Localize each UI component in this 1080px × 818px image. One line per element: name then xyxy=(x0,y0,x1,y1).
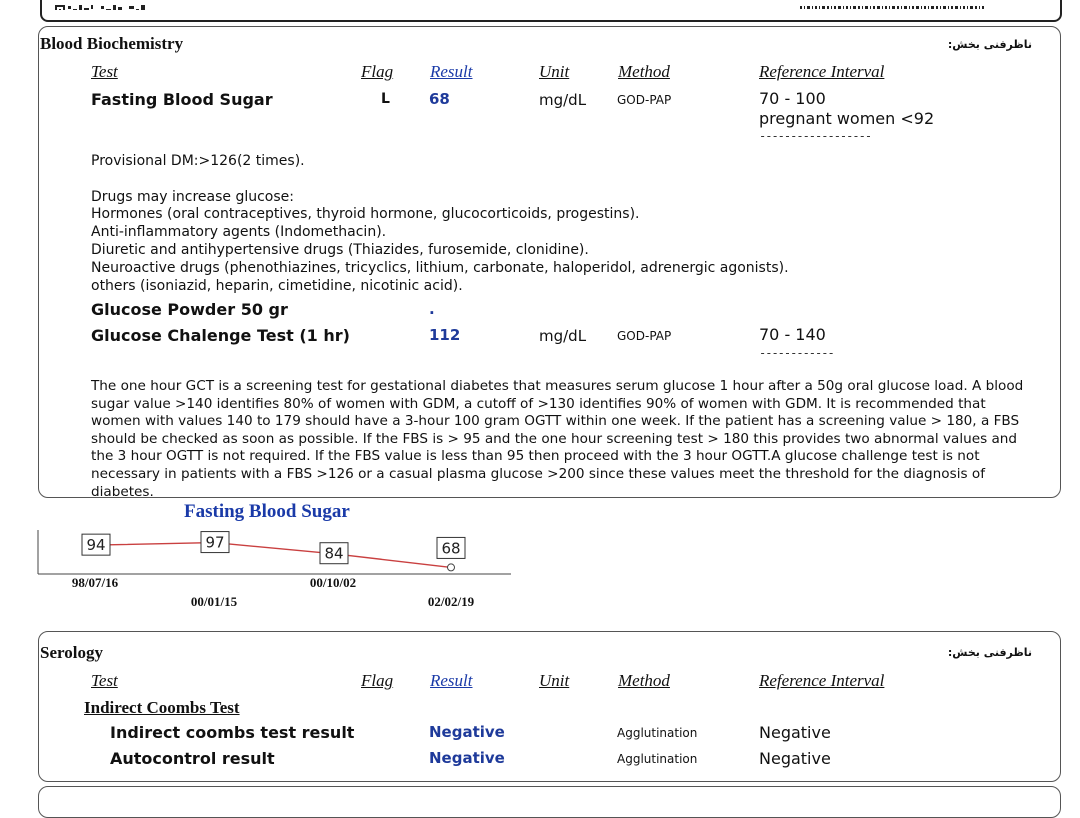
data-label: 94 xyxy=(86,536,106,555)
header-test: Test xyxy=(91,62,118,81)
ward-supervisor-label: ناظرفنی بخش: xyxy=(947,646,1032,659)
x-tick-label: 00/01/15 xyxy=(190,594,238,609)
header-test: Test xyxy=(91,671,118,690)
result-autocontrol: Negative xyxy=(429,749,505,767)
test-group-title: Indirect Coombs Test xyxy=(84,698,240,717)
data-point xyxy=(448,564,455,571)
unit-fbs: mg/dL xyxy=(539,91,587,109)
header-flag: Flag xyxy=(361,62,394,81)
section-title: Serology xyxy=(40,643,103,662)
unit-gct: mg/dL xyxy=(539,327,587,345)
data-label: 84 xyxy=(324,544,344,563)
header-unit: Unit xyxy=(539,62,570,81)
header-unit: Unit xyxy=(539,671,570,690)
test-name-glucose-powder: Glucose Powder 50 gr xyxy=(91,300,288,319)
result-indirect-coombs: Negative xyxy=(429,723,505,741)
gct-interpretation-paragraph: The one hour GCT is a screening test for gestational diabetes that measures serum glucose 1 hour after a 50g oral glucose load. A blood sugar value >140 identifies 80% of women with GDM, a cutoff of >130 identifies 90% of women with GDM. It is recommended that women with values 140 to 179 should have a 3-hour 100 gram OGTT within one week. If the patient has a screening value > 180, a FBS should be checked as soon as possible. If the FBS is > 95 and the one hour screening test > 180 this provides two abnormal values and the 3 hour OGTT is not required. If the FBS value is less than 95 then proceed with the 3 hour OGTT.A glucose challenge test is not necessary in patients with a FBS >126 or a casual plasma glucose >200 since these values meet the threshold for the diagnosis of diabetes. xyxy=(91,378,1024,500)
x-tick-label: 98/07/16 xyxy=(71,575,119,590)
result-glucose-powder: . xyxy=(429,300,435,318)
reference-autocontrol: Negative xyxy=(759,749,831,768)
ward-supervisor-label: ناظرفنی بخش: xyxy=(947,38,1032,51)
result-gct: 112 xyxy=(429,326,461,344)
header-method: Method xyxy=(618,671,670,690)
header-flag: Flag xyxy=(361,671,394,690)
test-name-autocontrol: Autocontrol result xyxy=(110,749,275,768)
note-line: Diuretic and antihypertensive drugs (Thiazides, furosemide, clonidine). xyxy=(91,242,589,258)
reference-fbs: 70 - 100 xyxy=(759,89,826,108)
method-fbs: GOD-PAP xyxy=(617,93,672,107)
header-method: Method xyxy=(618,62,670,81)
chart-title: Fasting Blood Sugar xyxy=(184,501,350,522)
reference-fbs-pregnant: pregnant women <92 xyxy=(759,109,935,128)
note-line: Hormones (oral contraceptives, thyroid hormone, glucocorticoids, progestins). xyxy=(91,206,640,222)
method-indirect-coombs: Agglutination xyxy=(617,726,698,740)
method-autocontrol: Agglutination xyxy=(617,752,698,766)
series-line xyxy=(95,543,451,568)
x-tick-label: 02/02/19 xyxy=(427,594,475,609)
x-tick-label: 00/10/02 xyxy=(309,575,357,590)
reference-rule: ------------------ xyxy=(759,129,872,143)
header-reference: Reference Interval xyxy=(759,671,885,690)
data-label: 97 xyxy=(205,533,225,552)
section-title: Blood Biochemistry xyxy=(40,34,184,53)
note-line: Anti-inflammatory agents (Indomethacin). xyxy=(91,224,387,240)
data-label: 68 xyxy=(441,539,461,558)
next-panel-fragment xyxy=(38,786,1061,818)
header-result: Result xyxy=(430,62,473,81)
note-provisional-dm: Provisional DM:>126(2 times). xyxy=(91,153,305,169)
reference-rule: ------------ xyxy=(759,346,834,360)
note-line: others (isoniazid, heparin, cimetidine, nicotinic acid). xyxy=(91,278,463,294)
method-gct: GOD-PAP xyxy=(617,329,672,343)
header-reference: Reference Interval xyxy=(759,62,885,81)
test-name-gct: Glucose Chalenge Test (1 hr) xyxy=(91,326,350,345)
note-line: Neuroactive drugs (phenothiazines, tricyclics, lithium, carbonate, haloperidol, adrenergic agonists). xyxy=(91,260,789,276)
test-name-indirect-coombs: Indirect coombs test result xyxy=(110,723,355,742)
header-result: Result xyxy=(430,671,473,690)
reference-gct: 70 - 140 xyxy=(759,325,826,344)
test-name-fbs: Fasting Blood Sugar xyxy=(91,90,273,109)
flag-fbs: L xyxy=(381,91,390,107)
reference-indirect-coombs: Negative xyxy=(759,723,831,742)
note-drugs-title: Drugs may increase glucose: xyxy=(91,189,294,205)
result-fbs: 68 xyxy=(429,90,450,108)
